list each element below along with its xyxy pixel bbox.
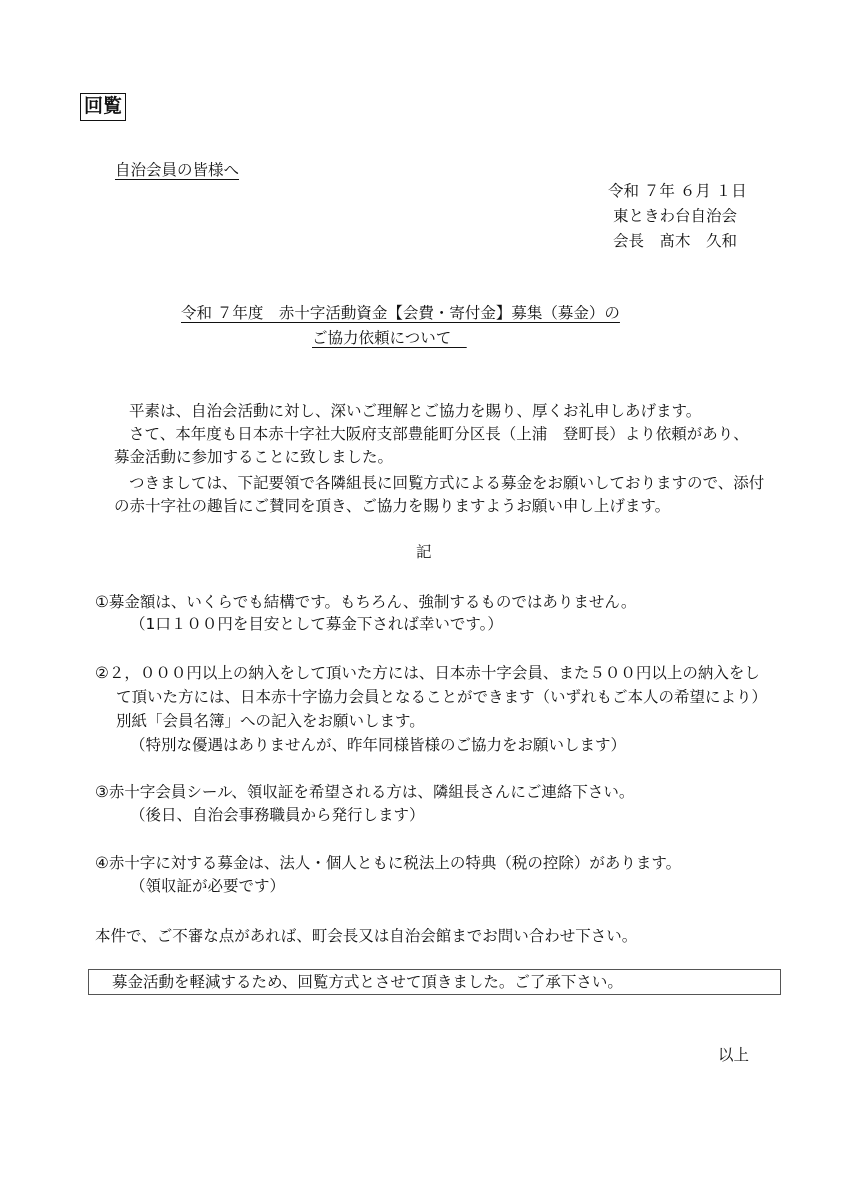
- item-note: （1口１００円を目安として募金下されば幸いです。）: [130, 615, 503, 633]
- sender-organization: 東ときわ台自治会: [613, 207, 738, 225]
- body-line: 平素は、自治会活動に対し、深いご理解とご協力を賜り、厚くお礼申しあげます。: [129, 402, 702, 420]
- body-line: さて、本年度も日本赤十字社大阪府支部豊能町分区長（上浦 登町長）より依頼があり、: [129, 425, 749, 443]
- boxed-notice: [88, 969, 781, 995]
- title-line-2: ご協力依頼について: [312, 329, 467, 347]
- item-note: （領収証が必要です）: [130, 877, 286, 895]
- closing-word: 以上: [718, 1046, 750, 1064]
- item-line: て頂いた方には、日本赤十字協力会員となることができます（いずれもご本人の希望により）: [116, 688, 768, 706]
- addressee: 自治会員の皆様へ: [115, 161, 240, 179]
- sender-person: 会長 髙木 久和: [613, 232, 738, 250]
- title-line-1: 令和 ７年度 赤十字活動資金【会費・寄付金】募集（募金）の: [181, 304, 620, 322]
- contact-note: 本件で、ご不審な点があれば、町会長又は自治会館までお問い合わせ下さい。: [95, 927, 638, 945]
- body-line: の赤十字社の趣旨にご賛同を頂き、ご協力を賜りますようお願い申し上げます。: [114, 497, 671, 515]
- ki-heading: 記: [416, 543, 432, 561]
- item-line: ③赤十字会員シール、領収証を希望される方は、隣組長さんにご連絡下さい。: [95, 783, 635, 801]
- item-line: ②２，０００円以上の納入をして頂いた方には、日本赤十字会員、また５００円以上の納入をし: [95, 664, 760, 682]
- body-line: つきましては、下記要領で各隣組長に回覧方式による募金をお願いしておりますので、添付: [129, 474, 765, 492]
- item-line: ④赤十字に対する募金は、法人・個人ともに税法上の特典（税の控除）があります。: [95, 854, 682, 872]
- item-line: ①募金額は、いくらでも結構です。もちろん、強制するものではありません。: [95, 593, 637, 611]
- body-line: 募金活動に参加することに致しました。: [114, 448, 394, 466]
- item-note: （後日、自治会事務職員から発行します）: [130, 806, 425, 824]
- item-note: （特別な優遇はありませんが、昨年同様皆様のご協力をお願いします）: [130, 736, 627, 754]
- circulation-stamp: 回覧: [80, 93, 126, 121]
- issue-date: 令和 ７年 ６月 １日: [608, 182, 747, 200]
- item-line: 別紙「会員名簿」への記入をお願いします。: [116, 712, 425, 730]
- boxed-notice-text: 募金活動を軽減するため、回覧方式とさせて頂きました。ご了承下さい。: [112, 973, 623, 991]
